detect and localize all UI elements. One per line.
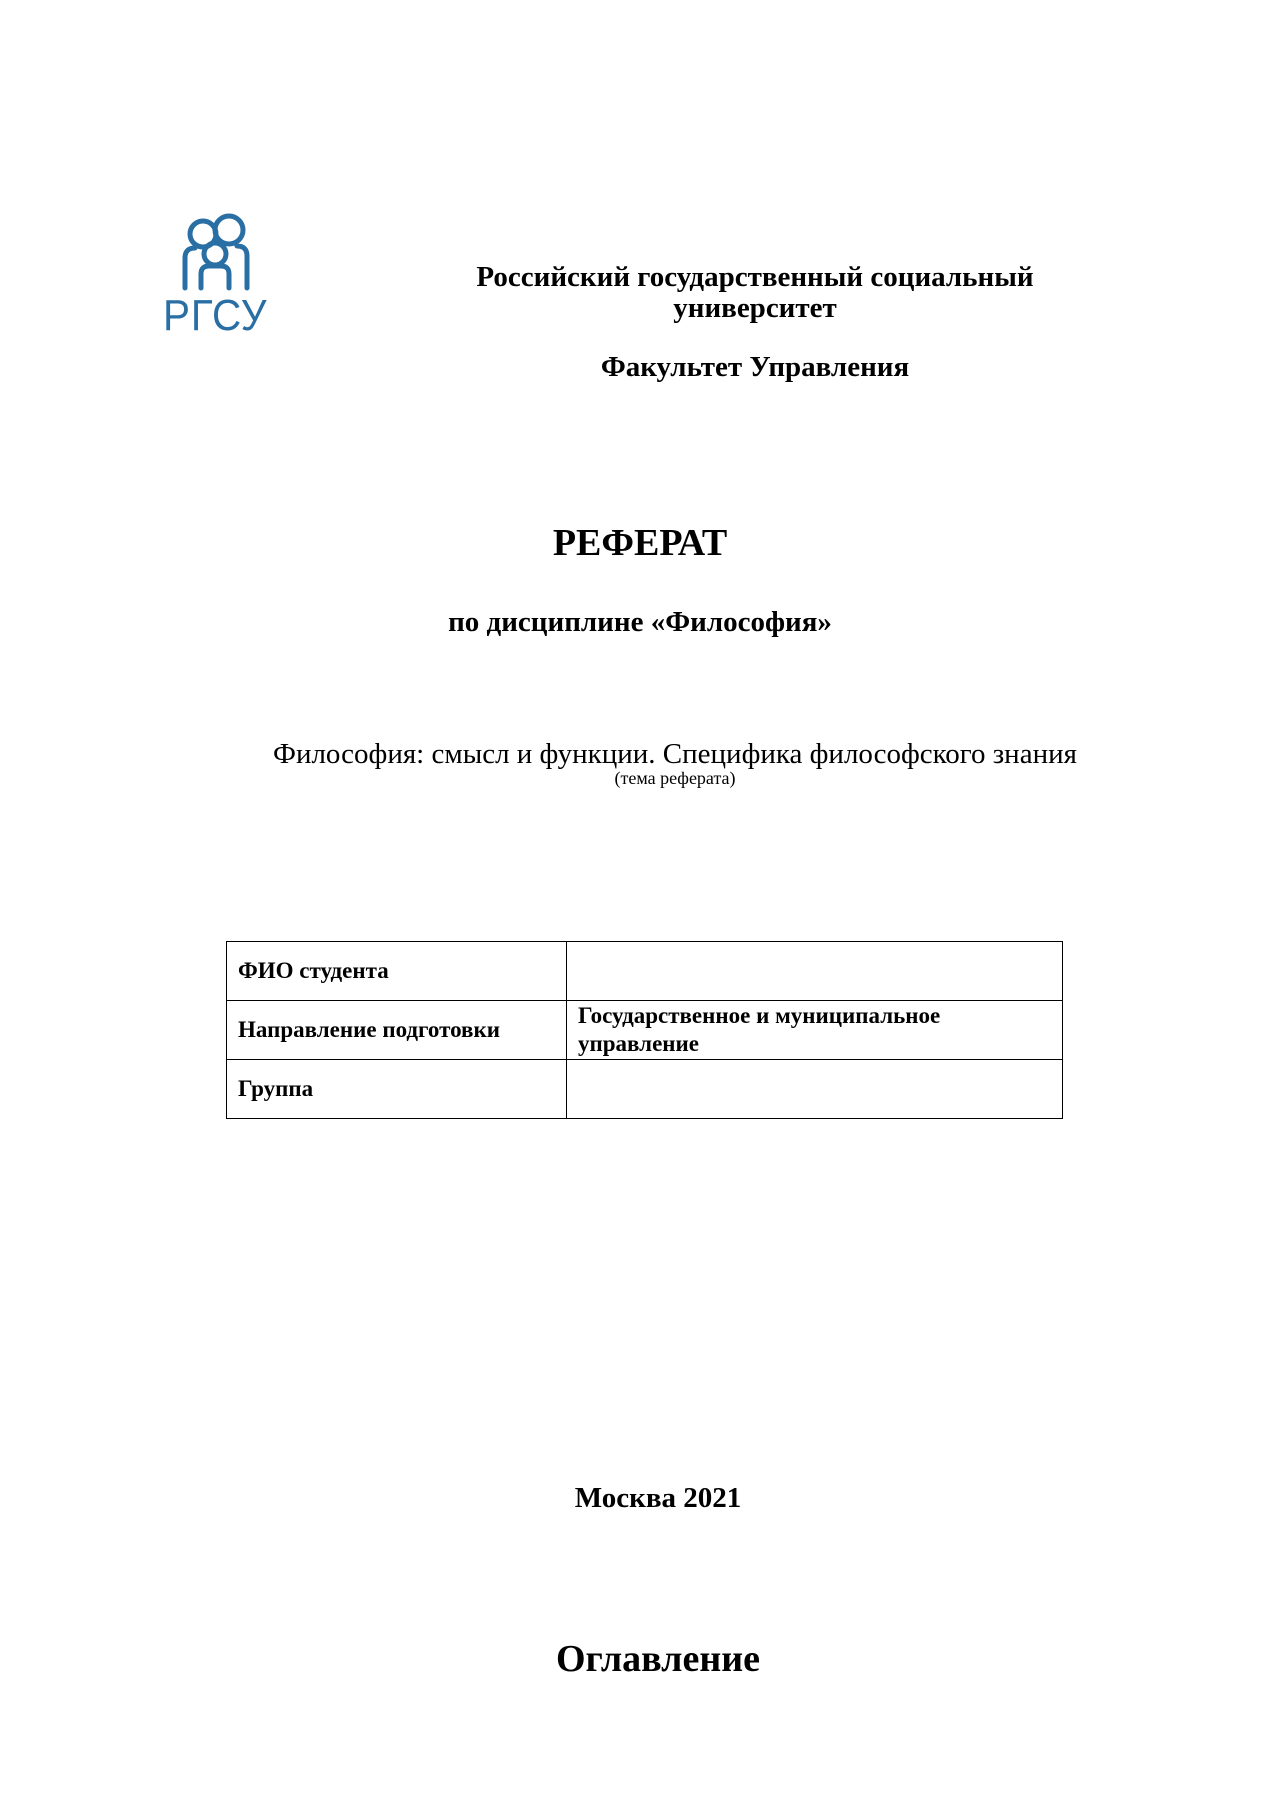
row-label: Направление подготовки <box>227 1001 567 1060</box>
student-info-table <box>226 941 1063 1119</box>
table-row <box>227 942 1063 1001</box>
row-value <box>567 942 1063 1001</box>
university-name: Российский государственный социальный университет <box>476 261 1034 324</box>
family-logo-icon <box>163 212 273 292</box>
row-label: Группа <box>227 1060 567 1119</box>
city-year: Москва 2021 <box>574 1482 742 1514</box>
toc-heading: Оглавление <box>555 1638 761 1680</box>
logo-text: РГСУ <box>163 291 268 340</box>
essay-topic-caption: (тема реферата) <box>614 768 736 788</box>
essay-topic: Философия: смысл и функции. Специфика философского знания <box>273 738 1077 770</box>
university-logo <box>163 212 273 342</box>
row-value: Государственное и муниципальное управление <box>567 1001 1063 1060</box>
row-value <box>567 1060 1063 1119</box>
discipline-line: по дисциплине «Философия» <box>448 606 832 638</box>
row-label: ФИО студента <box>227 942 567 1001</box>
table-row <box>227 1001 1063 1060</box>
faculty-name: Факультет Управления <box>600 351 910 383</box>
table-row <box>227 1060 1063 1119</box>
document-type-title: РЕФЕРАТ <box>552 522 728 564</box>
